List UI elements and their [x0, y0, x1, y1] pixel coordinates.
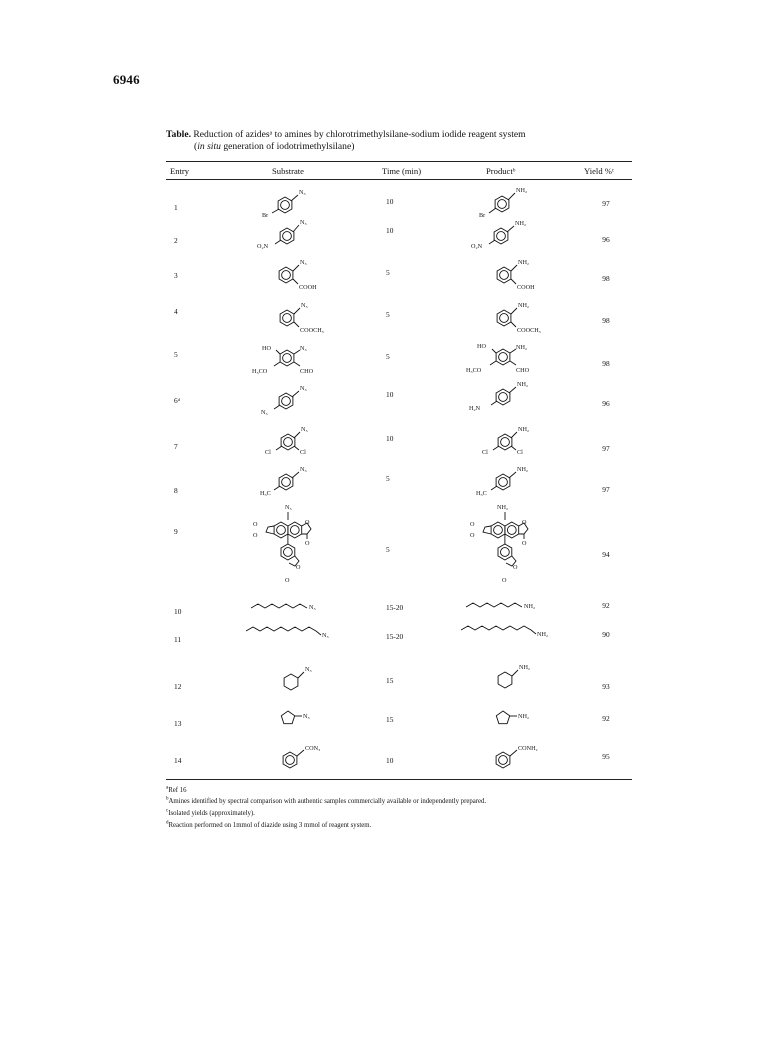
product-5-structure	[466, 343, 530, 374]
substrate-1-br: Br	[262, 212, 269, 219]
yield-11: 90	[602, 630, 610, 639]
entry-2: 2	[174, 236, 178, 245]
entry-4: 4	[174, 307, 178, 316]
substrate-13-structure	[281, 711, 309, 724]
substrate-11-n3: N₃	[322, 632, 329, 639]
time-7: 10	[386, 434, 394, 443]
substrate-13-n3: N₃	[303, 713, 310, 720]
yield-8: 97	[602, 485, 610, 494]
substrate-9-structure	[253, 504, 311, 584]
product-12-nh2: NH₂	[519, 664, 531, 671]
substrate-2-structure	[257, 219, 307, 250]
product-9-o2: O	[470, 532, 475, 539]
substrate-8-n3: N₃	[300, 466, 307, 473]
substrate-14-structure	[283, 745, 320, 768]
time-3: 5	[386, 268, 390, 277]
substrate-12-structure	[284, 666, 312, 690]
entry-11: 11	[174, 635, 182, 644]
caption-line1: Reduction of azidesᵃ to amines by chlorotrimethylsilane-sodium iodide reagent system	[193, 129, 526, 140]
entry-12: 12	[174, 682, 182, 691]
substrate-9-o6: O	[285, 577, 290, 584]
footnote-b-text: Amines identified by spectral comparison with authentic samples commercially available or independently prepared.	[168, 798, 487, 805]
substrate-2-o2n: O₂N	[257, 243, 269, 250]
footnote-a-text: Ref 16	[168, 787, 187, 794]
yield-10: 92	[602, 601, 610, 610]
header-time: Time (min)	[382, 166, 422, 176]
substrate-3-structure	[279, 259, 317, 291]
substrate-7-cl2: Cl	[300, 449, 306, 456]
substrate-3-cooh: COOH	[299, 284, 317, 291]
product-9-o5: O	[513, 564, 518, 571]
product-4-nh2: NH₂	[518, 302, 530, 309]
product-5-ho: HO	[477, 343, 486, 350]
substrate-1-n3: N₃	[299, 189, 306, 196]
product-1-br: Br	[479, 212, 486, 219]
caption-label: Table.	[166, 129, 191, 140]
time-6: 10	[386, 390, 394, 399]
time-5: 5	[386, 352, 390, 361]
caption-open-paren: (	[194, 141, 198, 152]
footnote-c-text: Isolated yields (approximately).	[168, 810, 255, 817]
substrate-5-ho: HO	[262, 345, 271, 352]
product-13-structure	[496, 711, 529, 724]
product-8-nh2: NH₂	[517, 466, 529, 473]
product-1-nh2: NH₂	[516, 187, 528, 194]
substrate-9-o3: O	[305, 519, 310, 526]
substrate-9-o2: O	[253, 532, 258, 539]
footnote-d	[166, 821, 636, 830]
product-4-cooch3: COOCH₃	[517, 327, 541, 334]
substrate-7-cl1: Cl	[265, 449, 271, 456]
entry-9: 9	[174, 527, 178, 536]
product-11-structure	[461, 626, 548, 638]
yield-9: 94	[602, 550, 610, 559]
substrate-2-n3: N₃	[300, 219, 307, 226]
substrate-5-cho: CHO	[300, 368, 314, 375]
time-14: 10	[386, 756, 394, 765]
product-2-structure	[471, 220, 526, 250]
substrate-5-structure	[252, 345, 314, 375]
substrate-10-n3: N₃	[309, 604, 316, 611]
yield-7: 97	[602, 444, 610, 453]
entry-14: 14	[174, 756, 182, 765]
product-3-structure	[497, 259, 535, 291]
substrate-9-n3: N₃	[285, 504, 292, 511]
time-8: 5	[386, 474, 390, 483]
product-6-h2n: H₂N	[469, 405, 481, 412]
product-4-structure	[497, 302, 541, 334]
yield-2: 96	[602, 235, 610, 244]
product-9-o6: O	[502, 577, 507, 584]
header-yield: Yield %ᶜ	[584, 166, 615, 176]
product-5-h3co: H₃CO	[466, 367, 482, 374]
yield-5: 98	[602, 359, 610, 368]
product-9-nh2: NH₂	[497, 504, 509, 511]
substrate-9-o4: O	[305, 540, 310, 547]
substrate-7-n3: N₃	[301, 426, 308, 433]
substrate-1-structure	[262, 189, 306, 219]
footnote-b	[166, 797, 636, 806]
product-1-structure	[479, 187, 527, 219]
product-8-h3c: H₃C	[476, 490, 487, 497]
product-9-o4: O	[522, 540, 527, 547]
footnote-b-mark: b	[166, 796, 169, 802]
substrate-14-con3: CON₃	[305, 745, 321, 752]
footnote-a-mark: a	[166, 785, 169, 791]
time-1: 10	[386, 197, 394, 206]
entry-5: 5	[174, 350, 178, 359]
product-7-cl2: Cl	[517, 449, 523, 456]
entry-6: 6ᵈ	[174, 396, 180, 405]
entry-3: 3	[174, 271, 178, 280]
product-9-structure	[470, 504, 528, 584]
yield-3: 98	[602, 274, 610, 283]
yield-12: 93	[602, 682, 610, 691]
product-7-structure	[482, 426, 529, 456]
entry-8: 8	[174, 486, 178, 495]
yield-13: 92	[602, 714, 610, 723]
substrate-4-structure	[280, 302, 324, 334]
footnote-d-text: Reaction performed on 1mmol of diazide using 3 mmol of reagent system.	[168, 822, 372, 829]
entry-7: 7	[174, 442, 178, 451]
time-9: 5	[386, 545, 390, 554]
product-2-o2n: O₂N	[471, 243, 483, 250]
entry-10: 10	[174, 607, 182, 616]
product-14-conh2: CONH₂	[518, 745, 538, 752]
header-entry: Entry	[170, 166, 190, 176]
caption-italic: in situ	[197, 141, 221, 152]
product-7-cl1: Cl	[482, 449, 488, 456]
product-10-structure	[466, 603, 535, 610]
footnote-d-mark: d	[166, 820, 169, 826]
yield-1: 97	[602, 199, 610, 208]
product-5-cho: CHO	[516, 367, 530, 374]
time-4: 5	[386, 310, 390, 319]
time-10: 15-20	[386, 603, 404, 612]
time-13: 15	[386, 715, 394, 724]
substrate-4-n3: N₃	[301, 302, 308, 309]
substrate-6-n3b: N₃	[261, 409, 268, 416]
footnote-a	[166, 786, 636, 795]
product-7-nh2: NH₂	[518, 426, 530, 433]
page-number: 6946	[113, 72, 140, 87]
time-2: 10	[386, 226, 394, 235]
product-9-o1: O	[470, 521, 475, 528]
product-10-nh2: NH₂	[524, 603, 536, 610]
substrate-8-structure	[260, 466, 307, 497]
header-product: Productᵇ	[486, 166, 516, 176]
product-6-nh2: NH₂	[517, 381, 529, 388]
product-11-nh2: NH₂	[537, 631, 549, 638]
substrate-7-structure	[265, 426, 308, 456]
substrate-11-structure	[246, 627, 329, 639]
substrate-6-structure	[261, 385, 307, 416]
time-12: 15	[386, 676, 394, 685]
product-14-structure	[496, 745, 538, 768]
substrate-12-n3: N₃	[305, 666, 312, 673]
entry-13: 13	[174, 719, 182, 728]
footnote-c-mark: c	[166, 808, 169, 814]
time-11: 15-20	[386, 632, 404, 641]
yield-6: 96	[602, 399, 610, 408]
product-9-o3: O	[522, 519, 527, 526]
substrate-10-structure	[251, 604, 316, 611]
product-8-structure	[476, 466, 528, 497]
substrate-5-n3: N₃	[300, 345, 307, 352]
substrate-5-h3co: H₃CO	[252, 368, 268, 375]
substrate-8-h3c: H₃C	[260, 490, 271, 497]
product-5-nh2: NH₂	[516, 344, 528, 351]
yield-4: 98	[602, 316, 610, 325]
product-2-nh2: NH₂	[515, 220, 527, 227]
substrate-6-n3: N₃	[300, 385, 307, 392]
footnote-c	[166, 809, 636, 818]
substrate-4-cooch3: COOCH₃	[300, 327, 324, 334]
yield-14: 95	[602, 752, 610, 761]
caption-line2: generation of iodotrimethylsilane)	[223, 141, 355, 152]
substrate-9-o1: O	[253, 521, 258, 528]
product-12-structure	[498, 664, 530, 688]
substrate-3-n3: N₃	[300, 259, 307, 266]
product-3-nh2: NH₂	[518, 259, 530, 266]
product-13-nh2: NH₂	[518, 713, 530, 720]
product-6-structure	[469, 381, 528, 412]
entry-1: 1	[174, 203, 178, 212]
product-3-cooh: COOH	[517, 284, 535, 291]
header-substrate: Substrate	[272, 166, 304, 176]
substrate-9-o5: O	[296, 564, 301, 571]
